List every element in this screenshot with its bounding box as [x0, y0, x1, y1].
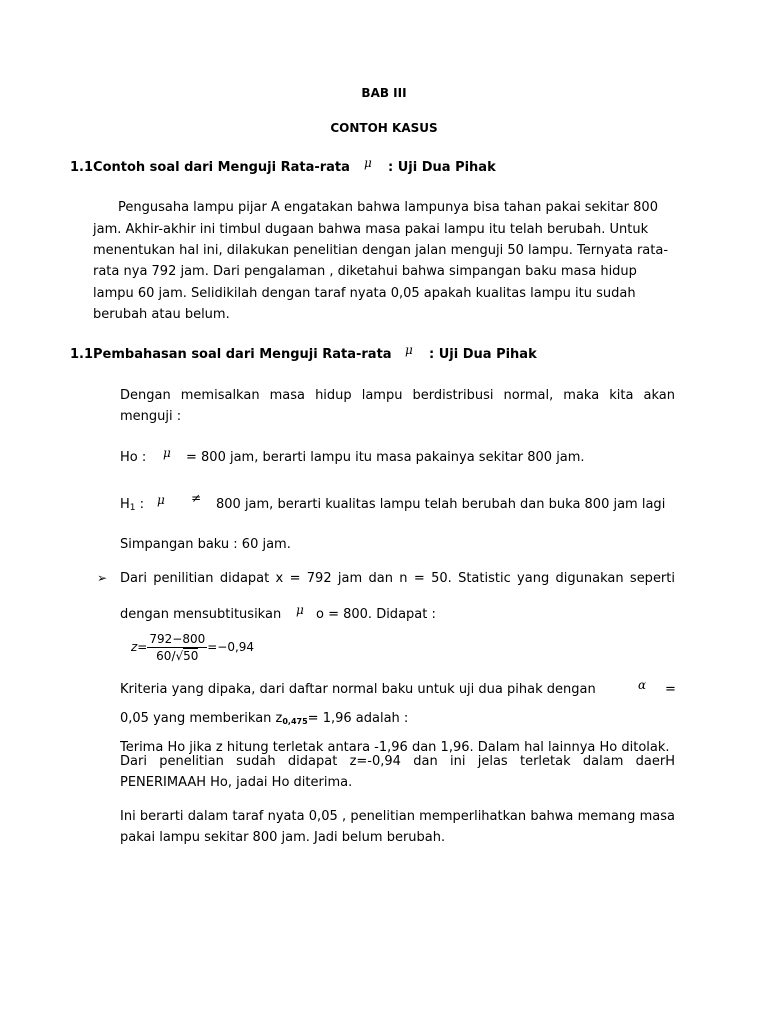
formula-fraction	[147, 632, 207, 663]
conclusion-line: Ini berarti dalam taraf nyata 0,05 , penelitian memperlihatkan bahwa memang masa	[120, 809, 675, 824]
formula-result: =−0,94	[207, 640, 255, 654]
h1-label-sub: 1	[129, 503, 136, 513]
criteria-equals: =	[665, 682, 676, 697]
acceptance-line: PENERIMAAH Ho, jadai Ho diterima.	[120, 775, 353, 790]
intro-line: Dengan memisalkan masa hidup lampu berdistribusi normal, maka kita akan	[120, 388, 675, 403]
research-line: Dari penilitian didapat x = 792 jam dan n = 50. Statistic yang digunakan seperti	[120, 571, 675, 586]
h1-text: 800 jam, berarti kualitas lampu telah berubah dan buka 800 jam lagi	[216, 497, 666, 512]
h1-label	[120, 497, 144, 512]
mu-symbol: μ	[157, 493, 165, 507]
h1-label-main: H	[120, 497, 130, 512]
formula-denominator	[147, 648, 207, 663]
formula-radicand: 50	[183, 648, 199, 663]
mu-symbol: μ	[364, 156, 372, 170]
mu-symbol: μ	[296, 603, 304, 617]
formula-z: z=	[131, 640, 148, 654]
h1-label-colon: :	[135, 497, 145, 512]
formula-den-left: 60/	[156, 648, 176, 663]
problem-line: jam. Akhir-akhir ini timbul dugaan bahwa masa pakai lampu itu telah berubah. Untuk	[93, 222, 649, 237]
criteria-line	[120, 711, 408, 726]
section1-number: 1.1	[70, 160, 94, 175]
acceptance-line: Terima Ho jika z hitung terletak antara -1,96 dan 1,96. Dalam hal lainnya Ho ditolak.	[120, 740, 670, 755]
std-dev-text: Simpangan baku : 60 jam.	[120, 537, 291, 552]
intro-line: menguji :	[120, 409, 182, 424]
research-line-suffix: o = 800. Didapat :	[316, 607, 436, 622]
problem-line: berubah atau belum.	[93, 307, 230, 322]
criteria-line2-after: = 1,96 adalah :	[307, 711, 409, 726]
section1-title-suffix: : Uji Dua Pihak	[388, 160, 496, 175]
problem-line: Pengusaha lampu pijar A engatakan bahwa lampunya bisa tahan pakai sekitar 800	[118, 200, 658, 215]
problem-line: lampu 60 jam. Selidikilah dengan taraf nyata 0,05 apakah kualitas lampu itu sudah	[93, 286, 636, 301]
problem-line: rata nya 792 jam. Dari pengalaman , diketahui bahwa simpangan baku masa hidup	[93, 264, 637, 279]
h0-label: Ho :	[120, 450, 147, 465]
criteria-line2-before: 0,05 yang memberikan z	[120, 711, 283, 726]
criteria-line: Kriteria yang dipaka, dari daftar normal baku untuk uji dua pihak dengan	[120, 682, 596, 697]
problem-line: menentukan hal ini, dilakukan penelitian dengan jalan menguji 50 lampu. Ternyata rata-	[93, 243, 669, 258]
section2-title-suffix: : Uji Dua Pihak	[429, 347, 537, 362]
section2-number: 1.1	[70, 347, 94, 362]
acceptance-line: Dari penelitian sudah didapat z=-0,94 dan ini jelas terletak dalam daerH	[120, 754, 675, 769]
section1-heading	[70, 160, 350, 175]
research-line: dengan mensubtitusikan	[120, 607, 282, 622]
mu-symbol: μ	[163, 446, 171, 460]
chapter-heading: BAB III	[361, 86, 407, 100]
conclusion-line: pakai lampu sekitar 800 jam. Jadi belum berubah.	[120, 830, 446, 845]
not-equal-icon: ≠	[191, 491, 202, 505]
z-formula	[131, 628, 254, 666]
section2-heading	[70, 347, 392, 362]
arrow-bullet-icon: ➢	[97, 571, 108, 585]
criteria-subscript: 0,475	[282, 717, 308, 726]
chapter-subtitle: CONTOH KASUS	[330, 121, 438, 135]
alpha-symbol: α	[638, 678, 647, 692]
section2-title: Pembahasan soal dari Menguji Rata-rata	[93, 347, 392, 362]
section1-title: Contoh soal dari Menguji Rata-rata	[93, 160, 350, 175]
formula-numerator: 792−800	[149, 631, 206, 646]
sqrt-icon: √	[175, 648, 184, 663]
h0-text: = 800 jam, berarti lampu itu masa pakainya sekitar 800 jam.	[186, 450, 585, 465]
mu-symbol: μ	[405, 343, 413, 357]
